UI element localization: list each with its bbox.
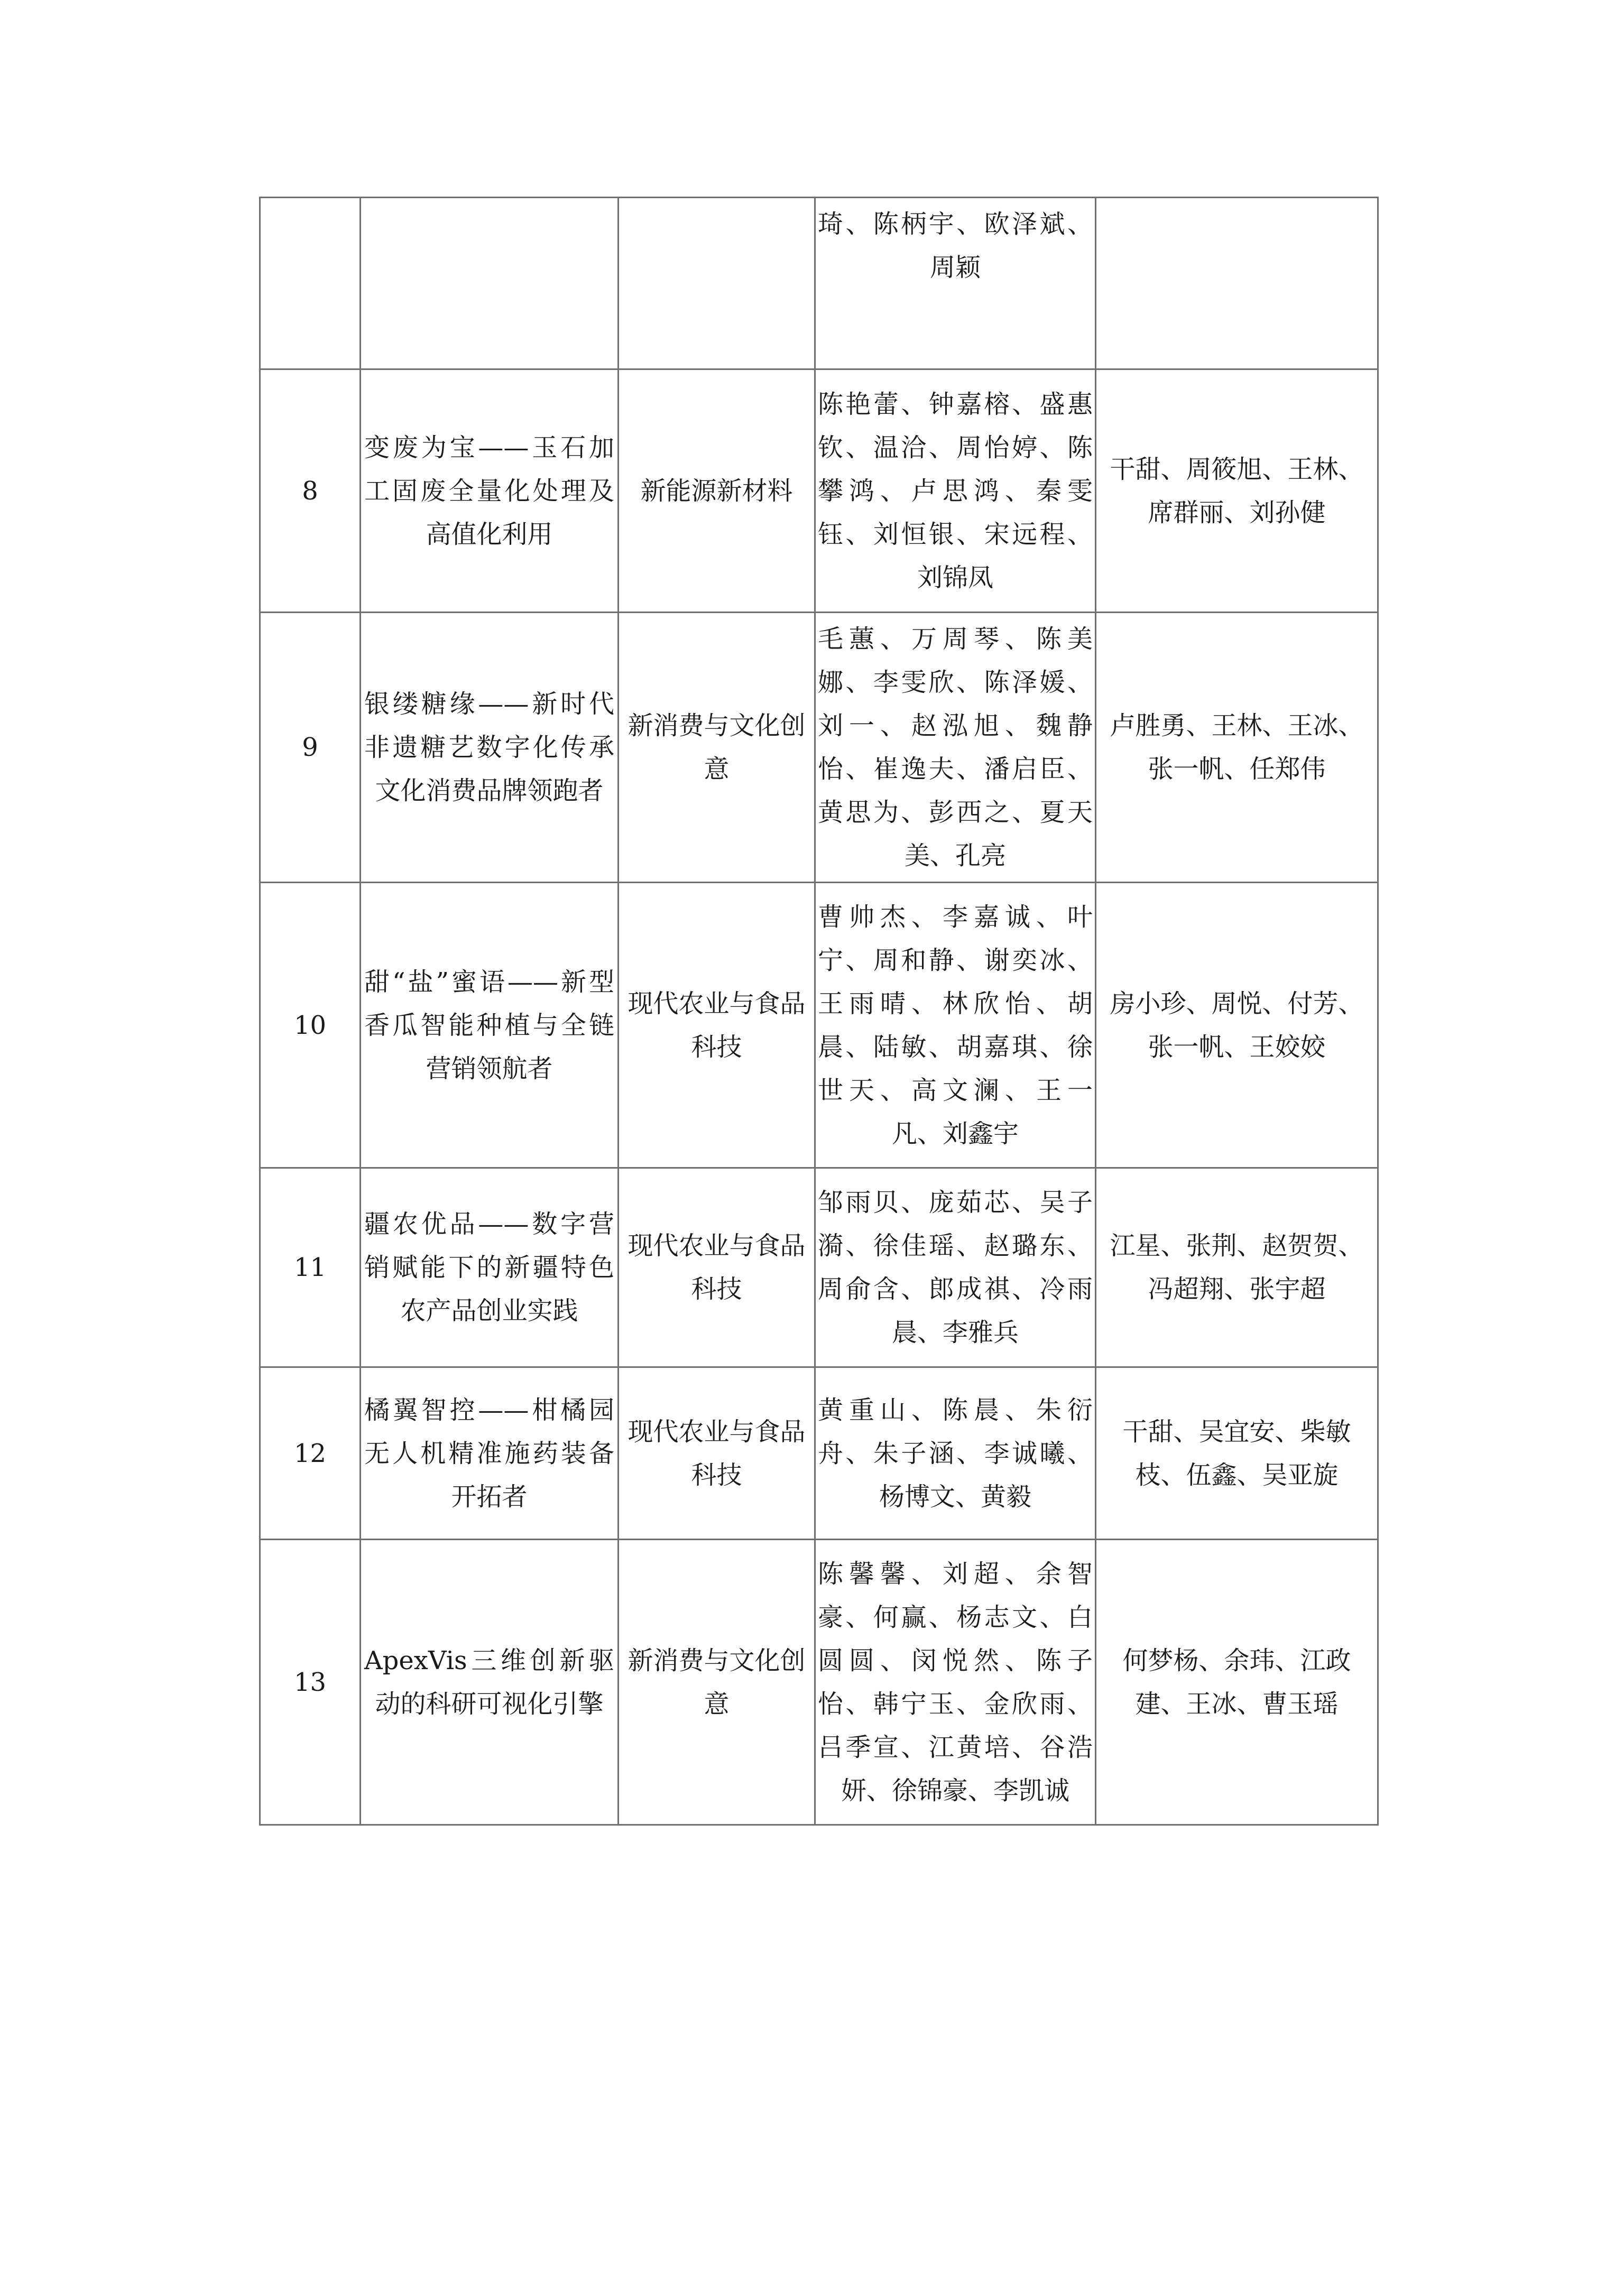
project-category xyxy=(619,198,815,369)
project-title: 甜“盐”蜜语——新型香瓜智能种植与全链营销领航者 xyxy=(361,883,619,1168)
advisors: 房小珍、周悦、付芳、张一帆、王姣姣 xyxy=(1096,883,1378,1168)
project-category: 新消费与文化创意 xyxy=(619,1540,815,1825)
team-members: 陈馨馨、刘超、余智豪、何赢、杨志文、白圆圆、闵悦然、陈子怡、韩宁玉、金欣雨、吕季宣、江黄培、谷浩妍、徐锦豪、李凯诚 xyxy=(815,1540,1096,1825)
row-number xyxy=(260,198,361,369)
project-category: 新能源新材料 xyxy=(619,369,815,613)
row-number: 10 xyxy=(260,883,361,1168)
team-members: 黄重山、陈晨、朱衍舟、朱子涵、李诚曦、杨博文、黄毅 xyxy=(815,1367,1096,1540)
team-members: 琦、陈柄宇、欧泽斌、周颖 xyxy=(815,198,1096,369)
table-row xyxy=(260,1168,1378,1367)
advisors: 何梦杨、余玮、江政建、王冰、曹玉瑶 xyxy=(1096,1540,1378,1825)
row-number: 13 xyxy=(260,1540,361,1825)
team-members: 毛蕙、万周琴、陈美娜、李雯欣、陈泽媛、刘一、赵泓旭、魏静怡、崔逸夫、潘启臣、黄思为、彭西之、夏天美、孔亮 xyxy=(815,613,1096,883)
project-table xyxy=(259,197,1379,1826)
table-row xyxy=(260,883,1378,1168)
advisors xyxy=(1096,198,1378,369)
project-category: 现代农业与食品科技 xyxy=(619,883,815,1168)
project-title: 银缕糖缘——新时代非遗糖艺数字化传承文化消费品牌领跑者 xyxy=(361,613,619,883)
project-title: 变废为宝——玉石加工固废全量化处理及高值化利用 xyxy=(361,369,619,613)
project-title: 橘翼智控——柑橘园无人机精准施药装备开拓者 xyxy=(361,1367,619,1540)
project-category: 现代农业与食品科技 xyxy=(619,1168,815,1367)
row-number: 11 xyxy=(260,1168,361,1367)
project-title: ApexVis三维创新驱动的科研可视化引擎 xyxy=(361,1540,619,1825)
team-members: 邹雨贝、庞茹芯、吴子漪、徐佳瑶、赵璐东、周俞含、郎成祺、冷雨晨、李雅兵 xyxy=(815,1168,1096,1367)
project-category: 现代农业与食品科技 xyxy=(619,1367,815,1540)
team-members: 曹帅杰、李嘉诚、叶宁、周和静、谢奕冰、王雨晴、林欣怡、胡晨、陆敏、胡嘉琪、徐世天、高文澜、王一凡、刘鑫宇 xyxy=(815,883,1096,1168)
row-number: 8 xyxy=(260,369,361,613)
row-number: 9 xyxy=(260,613,361,883)
table-row xyxy=(260,1367,1378,1540)
advisors: 江星、张荆、赵贺贺、冯超翔、张宇超 xyxy=(1096,1168,1378,1367)
table-row xyxy=(260,613,1378,883)
team-members: 陈艳蕾、钟嘉榕、盛惠钦、温洽、周怡婷、陈攀鸿、卢思鸿、秦雯钰、刘恒银、宋远程、刘锦凤 xyxy=(815,369,1096,613)
project-title: 疆农优品——数字营销赋能下的新疆特色农产品创业实践 xyxy=(361,1168,619,1367)
row-number: 12 xyxy=(260,1367,361,1540)
table-row xyxy=(260,369,1378,613)
advisors: 卢胜勇、王林、王冰、张一帆、任郑伟 xyxy=(1096,613,1378,883)
project-title xyxy=(361,198,619,369)
table-row xyxy=(260,1540,1378,1825)
table-row xyxy=(260,198,1378,369)
project-category: 新消费与文化创意 xyxy=(619,613,815,883)
advisors: 干甜、周筱旭、王林、席群丽、刘孙健 xyxy=(1096,369,1378,613)
advisors: 干甜、吴宜安、柴敏枝、伍鑫、吴亚旋 xyxy=(1096,1367,1378,1540)
